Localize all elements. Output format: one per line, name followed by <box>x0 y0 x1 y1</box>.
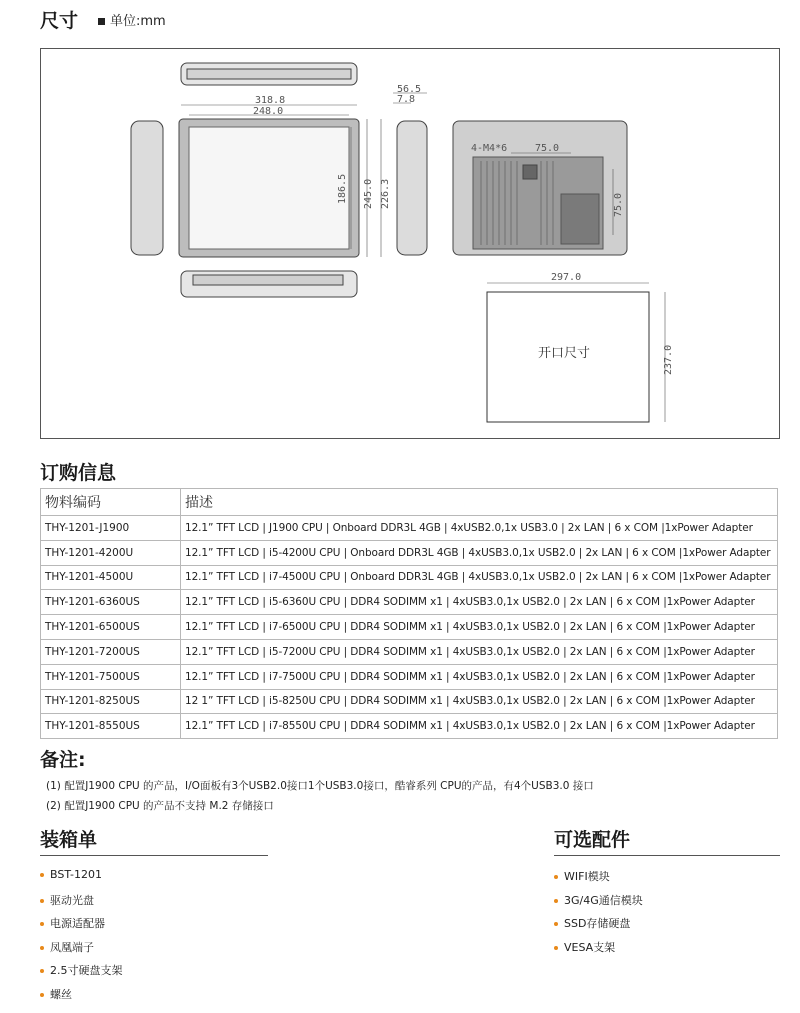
row-code: THY-1201-4200U <box>41 540 181 565</box>
list-item-label: 螺丝 <box>50 987 72 1001</box>
dim-bezel-depth: 7.8 <box>397 94 416 105</box>
bullet-icon <box>40 873 44 877</box>
dim-mount-holes: 4-M4*6 <box>471 143 508 154</box>
packing-rule <box>40 855 268 856</box>
bullet-icon <box>40 969 44 973</box>
bullet-icon <box>40 922 44 926</box>
table-row <box>41 540 778 565</box>
optional-list <box>554 868 643 962</box>
list-item <box>40 892 123 916</box>
list-item-label: 凤凰端子 <box>50 940 94 954</box>
table-row <box>41 689 778 714</box>
bullet-icon <box>554 946 558 950</box>
list-item-label: 2.5寸硬盘支架 <box>50 964 123 977</box>
packing-title: 装箱单 <box>40 829 98 851</box>
row-code: THY-1201-7200US <box>41 639 181 664</box>
dim-vesa-h: 75.0 <box>535 143 560 154</box>
row-desc: 12.1” TFT LCD | i5-4200U CPU | Onboard DDR3L 4GB | 4xUSB3.0,1x USB2.0 | 2x LAN | 6 x COM |1xPower Adapter <box>181 540 778 565</box>
bullet-icon <box>40 946 44 950</box>
row-desc: 12.1” TFT LCD | i7-6500U CPU | DDR4 SODIMM x1 | 4xUSB3.0,1x USB2.0 | 2x LAN | 6 x COM |1xPower Adapter <box>181 615 778 640</box>
table-header-row <box>41 489 778 516</box>
header-code: 物料编码 <box>41 489 181 516</box>
list-item-label: VESA支架 <box>564 940 616 954</box>
row-code: THY-1201-7500US <box>41 664 181 689</box>
list-item <box>40 939 123 963</box>
row-code: THY-1201-6360US <box>41 590 181 615</box>
list-item <box>40 986 123 1010</box>
row-desc: 12.1” TFT LCD | i5-6360U CPU | DDR4 SODIMM x1 | 4xUSB3.0,1x USB2.0 | 2x LAN | 6 x COM |1xPower Adapter <box>181 590 778 615</box>
dim-height-inner: 245.0 <box>363 178 374 209</box>
row-desc: 12.1” TFT LCD | J1900 CPU | Onboard DDR3L 4GB | 4xUSB2.0,1x USB3.0 | 2x LAN | 6 x COM |1xPower Adapter <box>181 516 778 541</box>
list-item <box>40 868 123 892</box>
bullet-icon <box>554 922 558 926</box>
table-row <box>41 590 778 615</box>
row-desc: 12 1” TFT LCD | i5-8250U CPU | DDR4 SODIMM x1 | 4xUSB3.0,1x USB2.0 | 2x LAN | 6 x COM |1xPower Adapter <box>181 689 778 714</box>
cutout-label: 开口尺寸 <box>538 346 591 361</box>
table-row <box>41 664 778 689</box>
row-desc: 12.1” TFT LCD | i7-7500U CPU | DDR4 SODIMM x1 | 4xUSB3.0,1x USB2.0 | 2x LAN | 6 x COM |1xPower Adapter <box>181 664 778 689</box>
dim-overall-width: 318.8 <box>255 95 286 106</box>
list-item <box>554 892 643 916</box>
ordering-title: 订购信息 <box>40 462 117 484</box>
row-code: THY-1201-J1900 <box>41 516 181 541</box>
square-bullet-icon <box>98 18 105 25</box>
table-row <box>41 516 778 541</box>
optional-rule <box>554 855 780 856</box>
dimensions-title: 尺寸 <box>40 10 79 32</box>
dim-screen-width: 248.0 <box>253 106 284 117</box>
technical-drawing-svg <box>41 49 779 438</box>
list-item <box>554 939 643 963</box>
list-item-label: WIFI模块 <box>564 870 610 883</box>
row-code: THY-1201-8550US <box>41 714 181 739</box>
dim-overall-depth: 56.5 <box>397 84 422 95</box>
unit-label <box>98 10 166 29</box>
dim-vesa-v: 75.0 <box>613 192 624 217</box>
packing-list <box>40 868 123 1009</box>
row-code: THY-1201-4500U <box>41 565 181 590</box>
list-item <box>554 915 643 939</box>
optional-title: 可选配件 <box>554 829 631 851</box>
list-item-label: SSD存储硬盘 <box>564 917 631 930</box>
list-item <box>40 962 123 986</box>
dim-cutout-height: 237.0 <box>663 344 674 375</box>
unit-text: 单位:mm <box>110 14 166 29</box>
row-desc: 12.1” TFT LCD | i7-4500U CPU | Onboard DDR3L 4GB | 4xUSB3.0,1x USB2.0 | 2x LAN | 6 x COM |1xPower Adapter <box>181 565 778 590</box>
table-row <box>41 615 778 640</box>
front-view-screen <box>189 127 349 249</box>
row-desc: 12.1” TFT LCD | i5-7200U CPU | DDR4 SODIMM x1 | 4xUSB3.0,1x USB2.0 | 2x LAN | 6 x COM |1xPower Adapter <box>181 639 778 664</box>
header-desc: 描述 <box>181 489 778 516</box>
table-row <box>41 565 778 590</box>
notes-title: 备注: <box>40 749 86 771</box>
bullet-icon <box>40 899 44 903</box>
ordering-table <box>40 488 778 739</box>
row-desc: 12.1” TFT LCD | i7-8550U CPU | DDR4 SODIMM x1 | 4xUSB3.0,1x USB2.0 | 2x LAN | 6 x COM |1xPower Adapter <box>181 714 778 739</box>
left-side-view <box>131 121 163 255</box>
dimension-drawing <box>40 48 780 439</box>
list-item-label: 电源适配器 <box>50 917 105 930</box>
row-code: THY-1201-6500US <box>41 615 181 640</box>
list-item-label: 3G/4G通信模块 <box>564 893 643 907</box>
bullet-icon <box>40 993 44 997</box>
list-item <box>554 868 643 892</box>
dim-screen-height: 186.5 <box>337 173 348 204</box>
dim-cutout-width: 297.0 <box>551 272 582 283</box>
note-item-1: (1) 配置J1900 CPU 的产品，I/O面板有3个USB2.0接口1个USB3.0接口，酷睿系列 CPU的产品，有4个USB3.0 接口 <box>46 780 594 792</box>
table-row <box>41 714 778 739</box>
note-item-2: (2) 配置J1900 CPU 的产品不支持 M.2 存储接口 <box>46 800 274 812</box>
right-side-view <box>397 121 427 255</box>
row-code: THY-1201-8250US <box>41 689 181 714</box>
list-item <box>40 915 123 939</box>
bullet-icon <box>554 875 558 879</box>
list-item-label: BST-1201 <box>50 868 103 881</box>
bullet-icon <box>554 899 558 903</box>
list-item-label: 驱动光盘 <box>50 893 94 907</box>
table-row <box>41 639 778 664</box>
dim-overall-height: 226.3 <box>380 178 391 209</box>
